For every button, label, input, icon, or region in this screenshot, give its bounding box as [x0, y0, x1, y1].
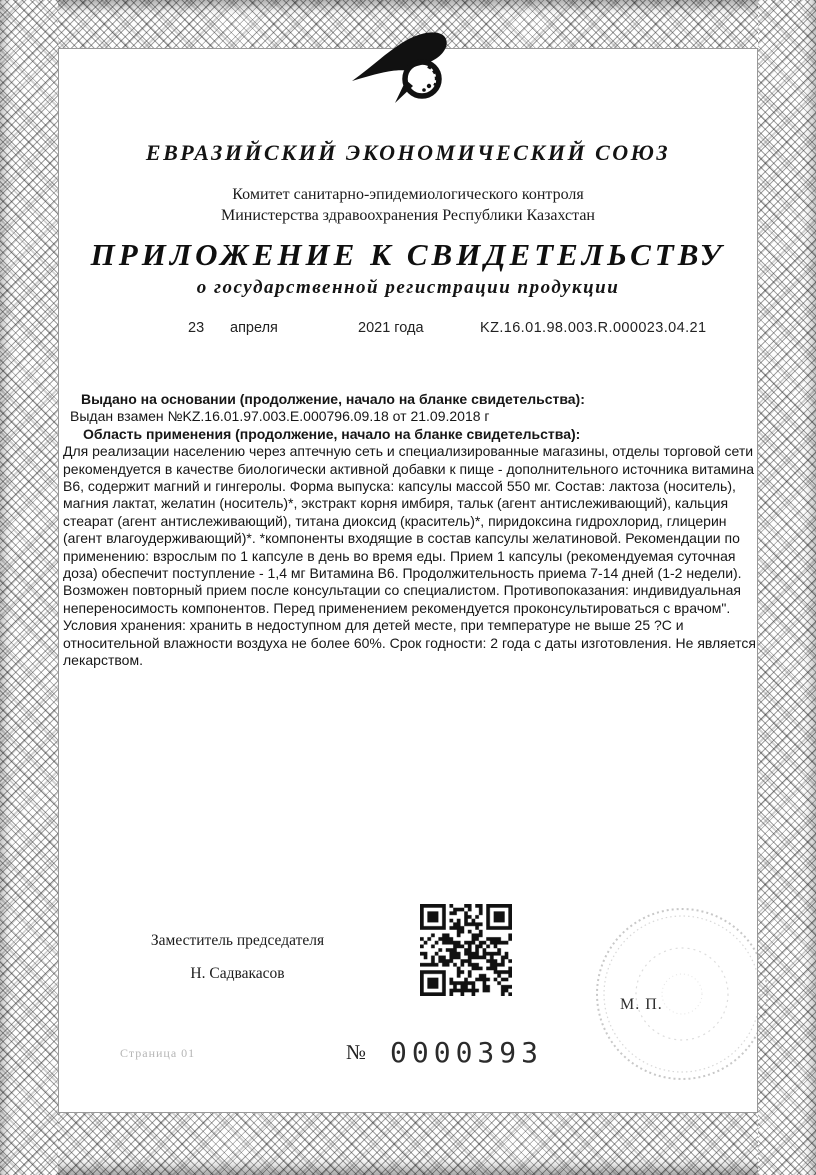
round-stamp: [592, 904, 772, 1084]
authority-line-2: Министерства здравоохранения Республики Казахстан: [221, 207, 595, 224]
eaeu-bird-logo-icon: [345, 26, 475, 126]
qr-code: [420, 904, 512, 996]
numero-sign: №: [346, 1040, 367, 1064]
document-subtitle: о государственной регистрации продукции: [196, 277, 620, 298]
issued-text: Выдан взамен №KZ.16.01.97.003.E.000796.09.18 от 21.09.2018 г: [70, 408, 490, 425]
date-month: апреля: [230, 320, 278, 336]
dateline: [0, 320, 816, 342]
guilloche-border-left: [0, 0, 58, 1175]
body-text: [63, 391, 758, 670]
issued-heading: Выдано на основании (продолжение, начало на бланке свидетельства):: [81, 391, 585, 407]
union-title: ЕВРАЗИЙСКИЙ ЭКОНОМИЧЕСКИЙ СОЮЗ: [145, 140, 671, 165]
scope-text: Для реализации населению через аптечную сеть и специализированные магазины, отделы торговой сети рекомендуется в качестве биологически активной добавки к пище - дополнительного источника витамина В6, содержит магний и гингеролы. Форма выпуска: капсулы массой 550 мг. Состав: лактоза (носитель), магния лактат, желатин (носитель)*, экстракт корня имбиря, тальк (агент антислеживающий), кальция стеарат (агент антислеживающий), титана диоксид (краситель)*, пиридоксина гидрохлорид, глицерин (агент влагоудерживающий)*. *компоненты входящие в состав капсулы желатиновой. Рекомендации по применению: взрослым по 1 капсуле в день во время еды. Прием 1 капсулы (рекомендуемая суточная доза) обеспечит поступление - 1,4 мг Витамина В6. Продолжительность приема 7-14 дней (1-2 недели). Возможен повторный прием после консультации со специалистом. Противопоказания: индивидуальная непереносимость компонентов. Перед применением рекомендуется проконсультироваться с врачом". Условия хранения: хранить в недоступном для детей месте, при температуре не выше 25 ?С и относительной влажности воздуха не более 60%. Срок годности: 2 года с даты изготовления. Не является лекарством.: [63, 443, 756, 669]
date-day: 23: [188, 320, 205, 336]
scope-heading: Область применения (продолжение, начало на бланке свидетельства):: [83, 425, 581, 442]
document-title: ПРИЛОЖЕНИЕ К СВИДЕТЕЛЬСТВУ: [90, 237, 726, 272]
registration-number: KZ.16.01.98.003.R.000023.04.21: [480, 320, 707, 336]
form-serial-number: 0000393: [390, 1036, 544, 1069]
signature-block: [110, 932, 365, 983]
authority-line-1: Комитет санитарно-эпидемиологического контроля: [232, 186, 584, 203]
signatory-title: Заместитель председателя: [150, 932, 325, 949]
stamp-place-label: М. П.: [620, 996, 663, 1013]
signatory-name: Н. Садвакасов: [190, 965, 285, 982]
page-label: Страница 01: [120, 1046, 196, 1060]
date-year: 2021 года: [358, 320, 424, 336]
guilloche-border-bottom: [0, 1113, 816, 1175]
